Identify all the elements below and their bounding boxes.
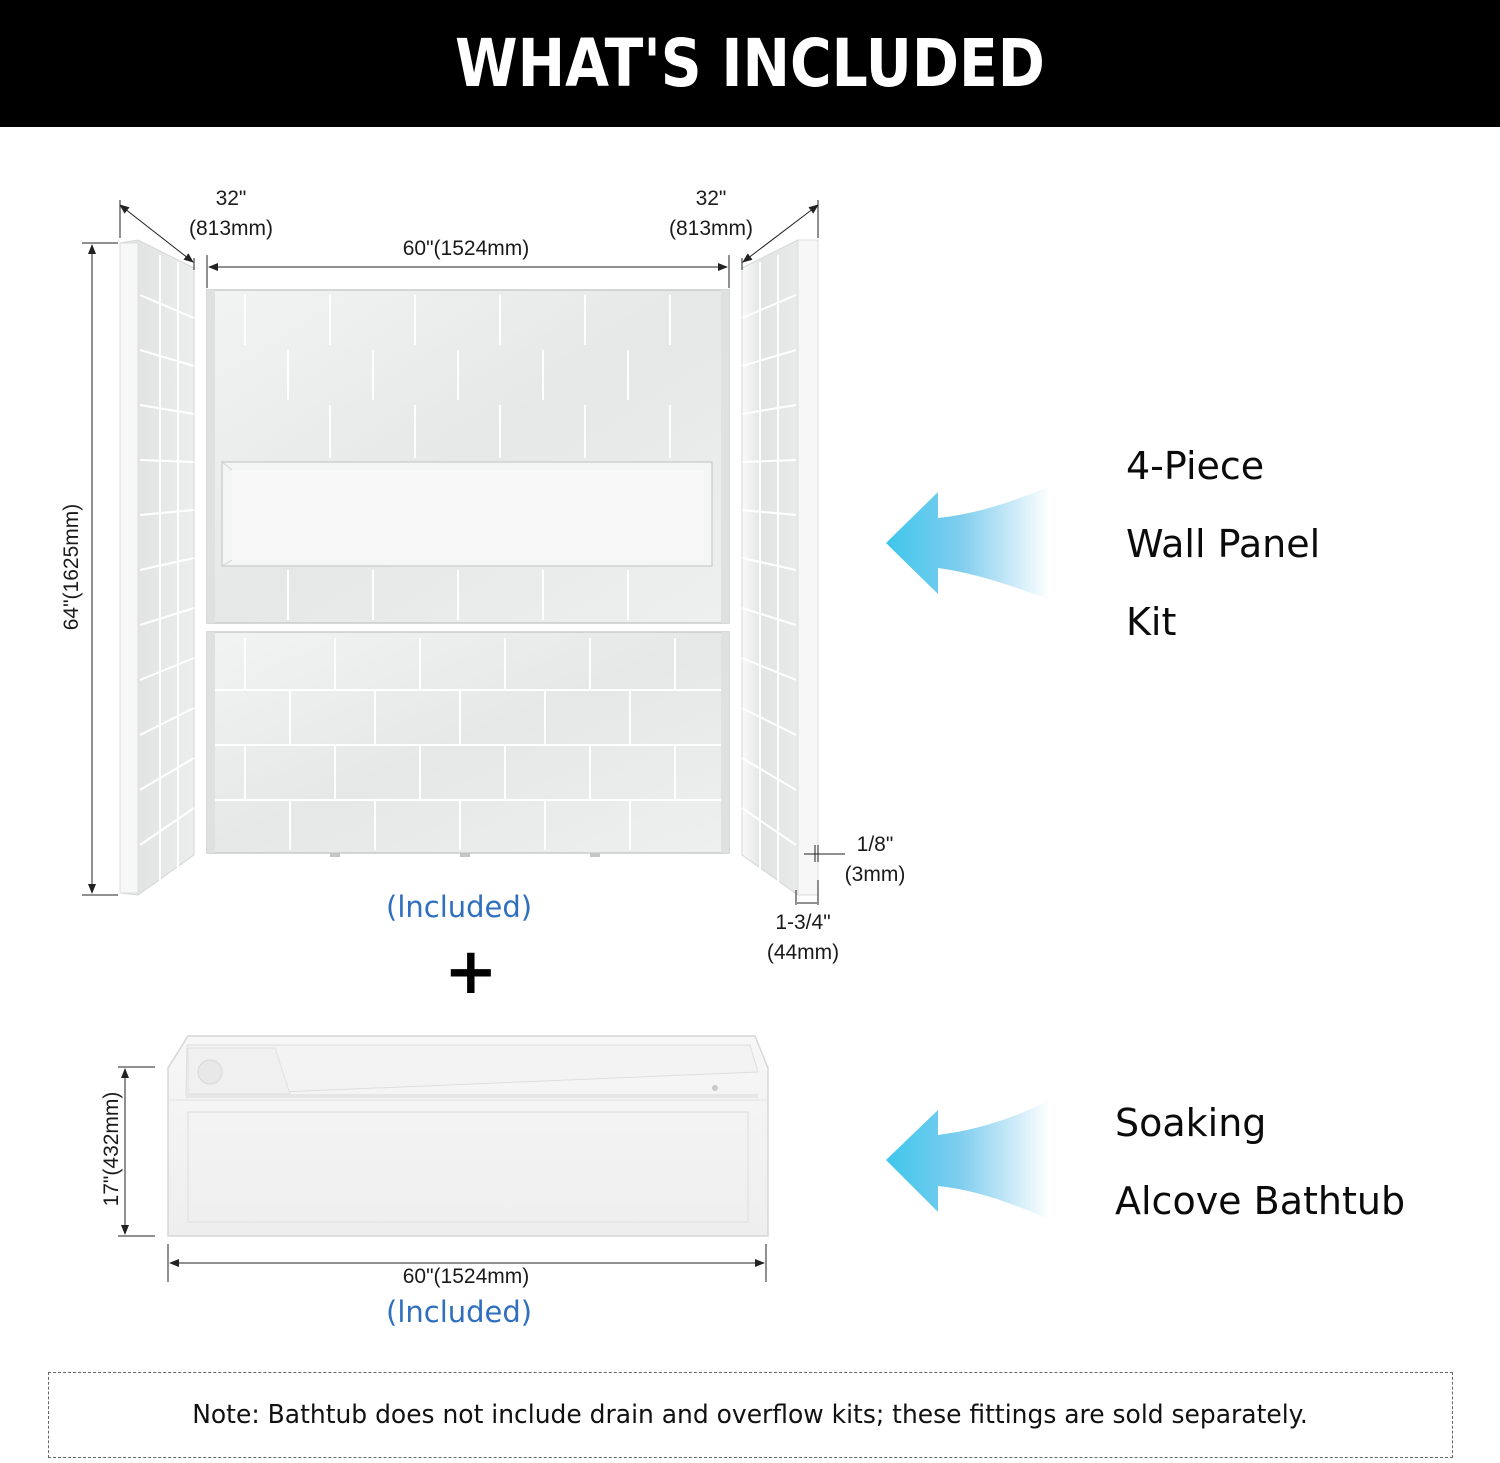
wall-height-label: 64"(1625mm) xyxy=(60,503,83,631)
bathtub-included-label: (lncluded) xyxy=(386,1295,533,1329)
back-width-label: 60"(1524mm) xyxy=(402,237,530,260)
right-side-panel xyxy=(742,240,818,895)
bathtub-arrow-icon xyxy=(886,1100,1050,1220)
tub-height-label: 17"(432mm) xyxy=(100,1091,123,1207)
bathtub-callout xyxy=(1115,1084,1405,1240)
note-text: Note: Bathtub does not include drain and overflow kits; these fittings are sold separately. xyxy=(192,1400,1309,1430)
wall-panel-callout-line: 4-Piece xyxy=(1126,444,1265,488)
back-upper-panel xyxy=(207,290,729,623)
flange-depth-label: 1-3/4" (44mm) xyxy=(766,911,840,964)
wall-panel-arrow-icon xyxy=(886,486,1050,600)
bathtub-illustration xyxy=(168,1036,768,1236)
bathtub-callout-line: Alcove Bathtub xyxy=(1115,1179,1406,1223)
wall-panel-included-label: (lncluded) xyxy=(386,890,533,924)
header-title: WHAT'S INCLUDED xyxy=(455,25,1045,102)
wall-panel-callout xyxy=(1126,427,1320,661)
left-side-panel xyxy=(120,240,194,895)
right-width-label: 32" (813mm) xyxy=(668,187,753,240)
bathtub-callout-line: Soaking xyxy=(1115,1101,1267,1145)
tub-width-label: 60"(1524mm) xyxy=(402,1265,530,1288)
wall-panel-callout-line: Wall Panel xyxy=(1126,522,1321,566)
plus-icon: + xyxy=(444,935,498,1009)
note-box xyxy=(48,1372,1453,1458)
gap-label: 1/8" (3mm) xyxy=(844,833,906,886)
wall-panel-callout-line: Kit xyxy=(1126,600,1177,644)
left-width-label: 32" (813mm) xyxy=(188,187,273,240)
back-lower-panel xyxy=(207,632,729,857)
